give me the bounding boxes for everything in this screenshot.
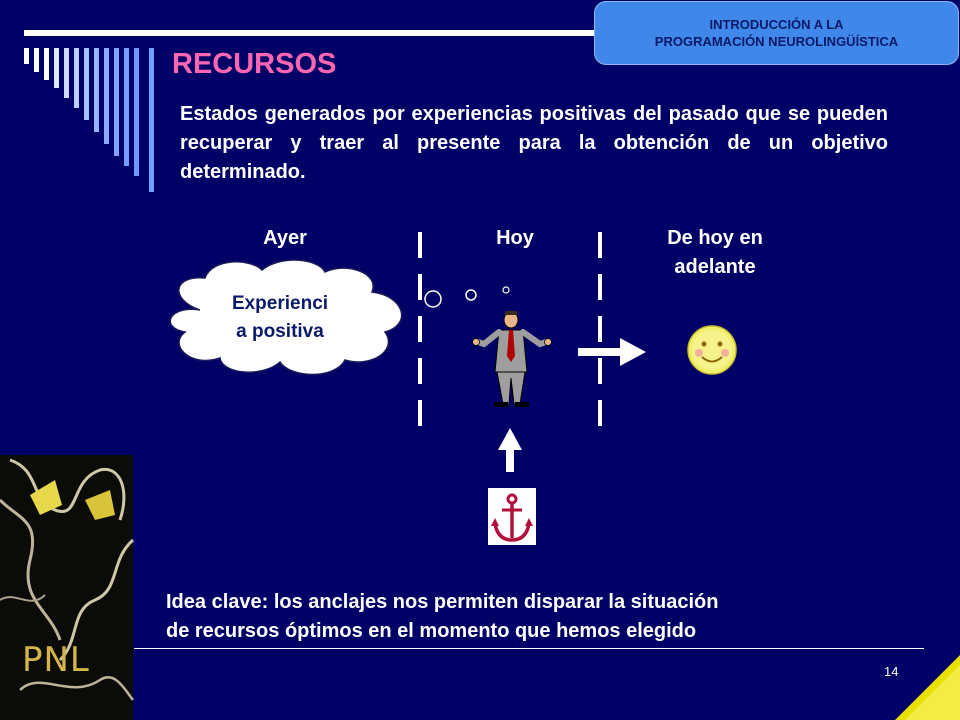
badge-line-2: PROGRAMACIÓN NEUROLINGÜÍSTICA (654, 34, 899, 49)
label-ayer: Ayer (263, 227, 307, 249)
slide-title: RECURSOS (172, 48, 337, 80)
thought-bubble-small (503, 287, 509, 293)
label-hoy: Hoy (496, 227, 534, 249)
bottom-rule (134, 648, 924, 649)
label-adelante-line-1: De hoy en (667, 227, 763, 249)
key-idea-line-2: de recursos óptimos en el momento que hemos elegido (166, 620, 697, 642)
smiley-face (688, 326, 736, 374)
anchor-card (488, 488, 536, 545)
thought-bubble-large (425, 291, 441, 307)
up-arrow (498, 428, 522, 472)
key-idea-text (166, 588, 866, 646)
key-idea-line-1: Idea clave: los anclajes nos permiten disparar la situación (166, 591, 719, 613)
badge-line-1: INTRODUCCIÓN A LA (709, 17, 844, 32)
pnl-image (0, 455, 133, 720)
label-adelante-line-2: adelante (674, 256, 756, 278)
right-arrow (578, 338, 646, 366)
page-number: 14 (884, 664, 899, 679)
cloud-label-line-1: Experienci (231, 293, 329, 314)
pnl-logo-text: PNL (22, 640, 90, 680)
cloud-label (205, 290, 355, 346)
definition-text: Estados generados por experiencias positivas del pasado que se pueden recuperar y traer al presente para la obtención de un objetivo determinado. (180, 103, 888, 183)
corner-decoration (895, 655, 960, 720)
cloud-label-line-2: a positiva (236, 321, 324, 342)
thought-bubble-medium (466, 290, 476, 300)
man-figure (473, 311, 552, 407)
